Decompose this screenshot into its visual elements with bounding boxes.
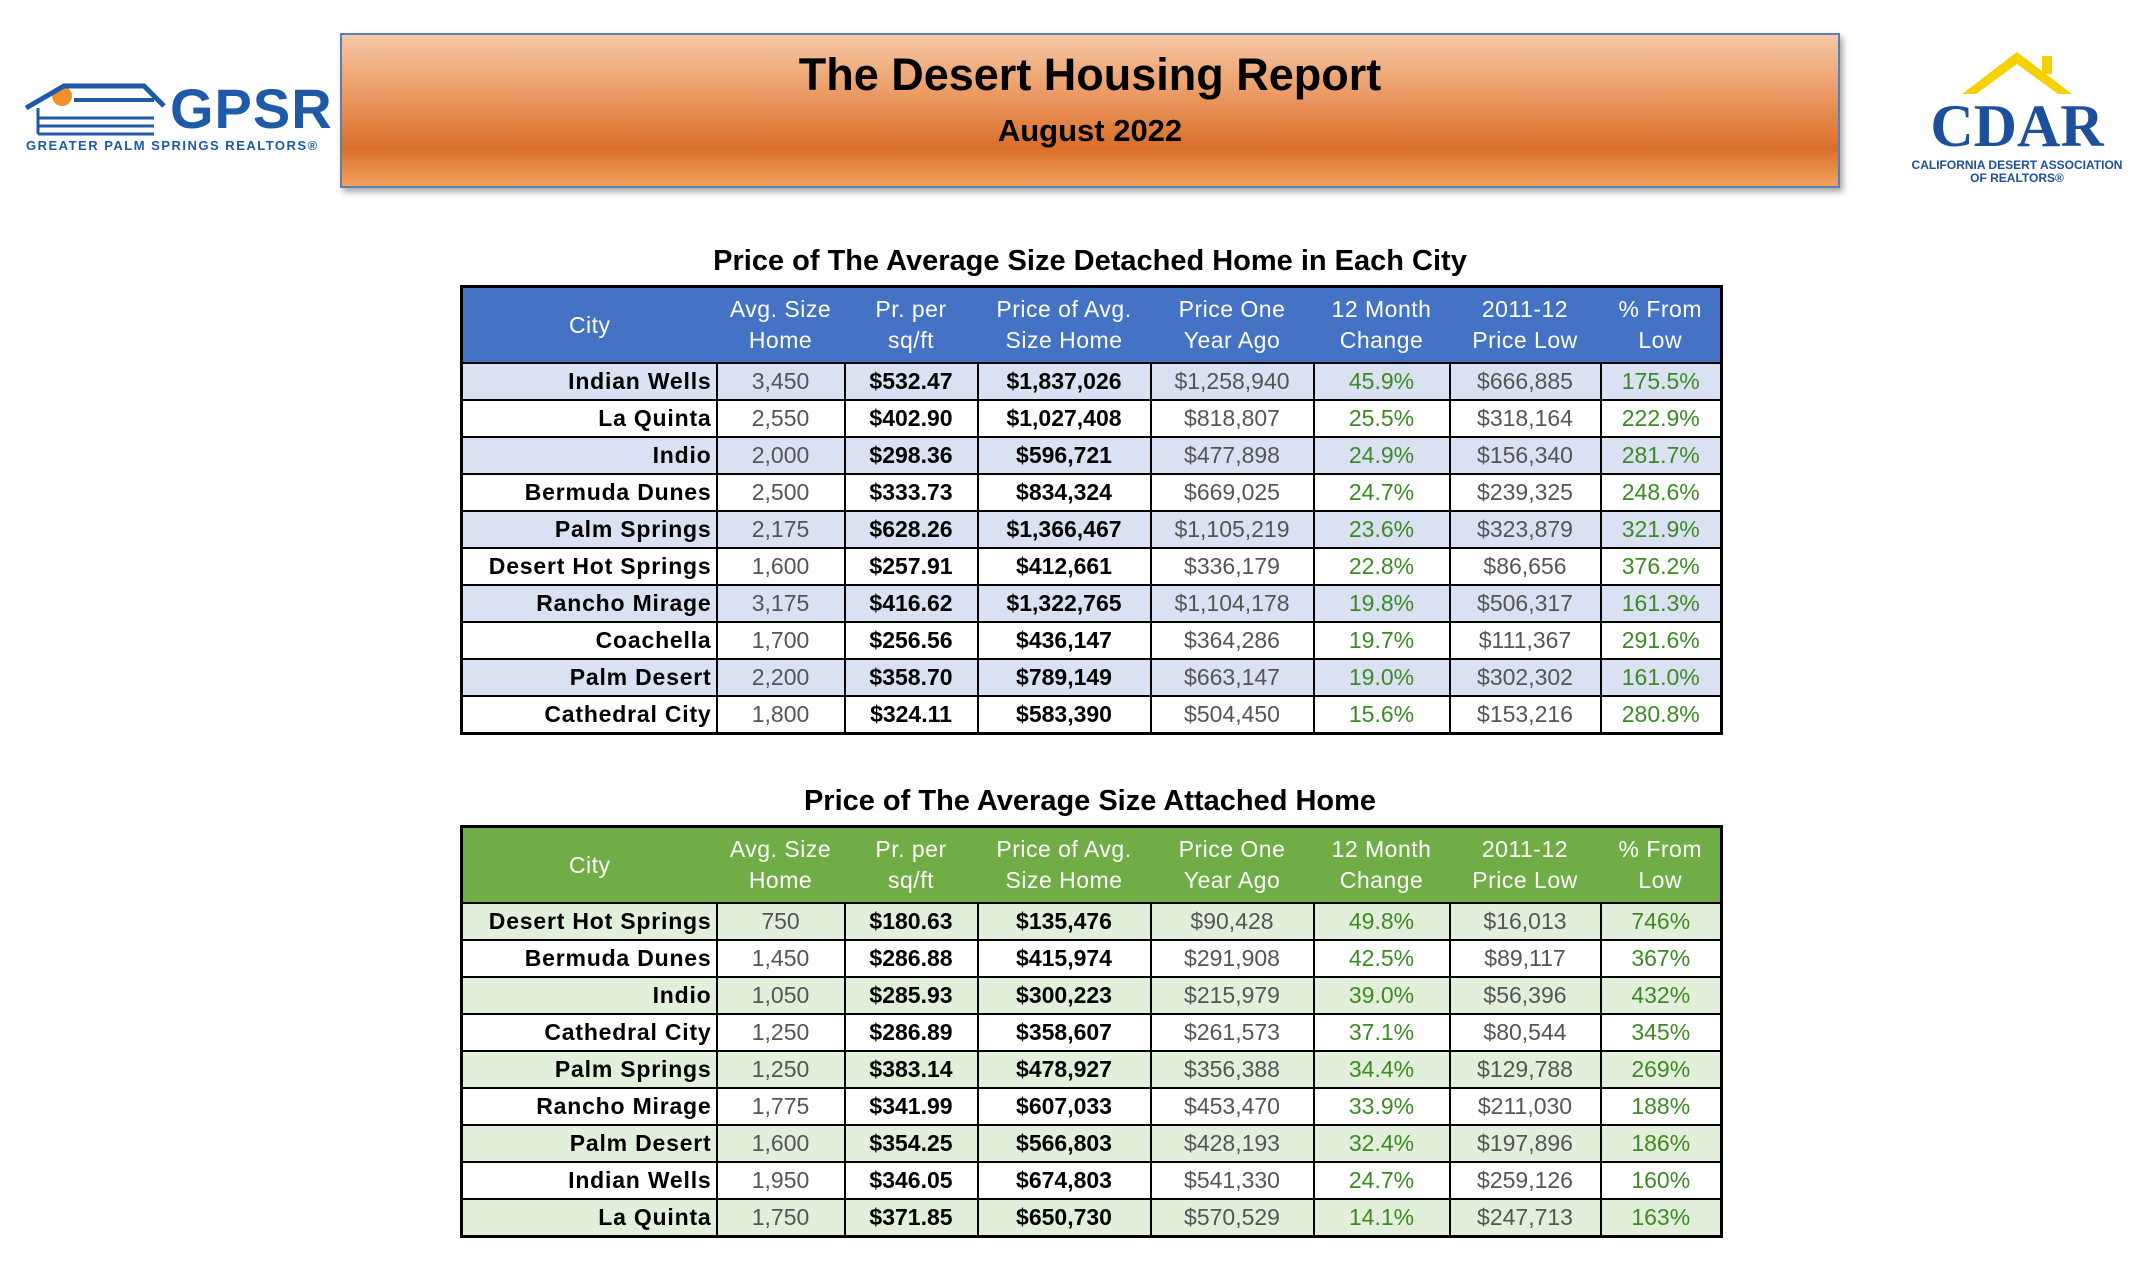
cell-percent-from-low: 345% [1601, 1014, 1722, 1051]
cell-price-per-sqft: $180.63 [845, 903, 978, 940]
cell-price-per-sqft: $358.70 [845, 659, 978, 696]
cell-avg-price: $650,730 [978, 1199, 1151, 1237]
cell-avg-size: 1,250 [717, 1014, 845, 1051]
detached-price-table [460, 285, 1723, 735]
cell-avg-size: 3,175 [717, 585, 845, 622]
cell-avg-price: $478,927 [978, 1051, 1151, 1088]
cell-avg-size: 1,450 [717, 940, 845, 977]
cell-city: Indio [462, 977, 717, 1014]
table-row [462, 548, 1722, 585]
cell-12-month-change: 37.1% [1314, 1014, 1450, 1051]
report-banner [340, 33, 1840, 188]
cell-percent-from-low: 175.5% [1601, 363, 1722, 400]
cell-price-low: $86,656 [1450, 548, 1601, 585]
cell-percent-from-low: 291.6% [1601, 622, 1722, 659]
cell-avg-price: $1,322,765 [978, 585, 1151, 622]
cell-12-month-change: 24.7% [1314, 1162, 1450, 1199]
column-header-avg-price: Price of Avg. Size Home [996, 296, 1132, 353]
cell-city: Rancho Mirage [462, 585, 717, 622]
table-row [462, 940, 1722, 977]
cell-price-per-sqft: $383.14 [845, 1051, 978, 1088]
cell-percent-from-low: 161.0% [1601, 659, 1722, 696]
column-header-12-month-change: 12 Month Change [1331, 836, 1432, 893]
cell-avg-price: $436,147 [978, 622, 1151, 659]
cell-avg-price: $566,803 [978, 1125, 1151, 1162]
cell-year-ago: $90,428 [1151, 903, 1314, 940]
cell-year-ago: $663,147 [1151, 659, 1314, 696]
table-row [462, 1051, 1722, 1088]
table-row [462, 696, 1722, 734]
cell-city: Desert Hot Springs [462, 548, 717, 585]
cell-city: Coachella [462, 622, 717, 659]
cell-price-low: $111,367 [1450, 622, 1601, 659]
cell-city: La Quinta [462, 1199, 717, 1237]
cell-percent-from-low: 248.6% [1601, 474, 1722, 511]
cell-year-ago: $504,450 [1151, 696, 1314, 734]
cell-avg-size: 1,600 [717, 1125, 845, 1162]
cell-price-low: $302,302 [1450, 659, 1601, 696]
cell-price-low: $56,396 [1450, 977, 1601, 1014]
cell-price-per-sqft: $298.36 [845, 437, 978, 474]
cell-price-low: $153,216 [1450, 696, 1601, 734]
attached-header-row [462, 827, 1722, 904]
cell-12-month-change: 39.0% [1314, 977, 1450, 1014]
cell-avg-price: $1,027,408 [978, 400, 1151, 437]
cell-year-ago: $1,105,219 [1151, 511, 1314, 548]
cell-avg-size: 2,550 [717, 400, 845, 437]
cell-12-month-change: 33.9% [1314, 1088, 1450, 1125]
table-row [462, 474, 1722, 511]
table-row [462, 363, 1722, 400]
column-header-city: City [568, 311, 611, 338]
cell-12-month-change: 42.5% [1314, 940, 1450, 977]
cell-avg-size: 1,775 [717, 1088, 845, 1125]
cell-year-ago: $428,193 [1151, 1125, 1314, 1162]
cell-12-month-change: 14.1% [1314, 1199, 1450, 1237]
cell-year-ago: $541,330 [1151, 1162, 1314, 1199]
cell-city: Cathedral City [462, 1014, 717, 1051]
cell-12-month-change: 24.9% [1314, 437, 1450, 474]
cell-avg-size: 3,450 [717, 363, 845, 400]
cell-city: Palm Desert [462, 659, 717, 696]
cell-city: La Quinta [462, 400, 717, 437]
cell-percent-from-low: 281.7% [1601, 437, 1722, 474]
cell-year-ago: $477,898 [1151, 437, 1314, 474]
cell-avg-price: $300,223 [978, 977, 1151, 1014]
cell-avg-price: $415,974 [978, 940, 1151, 977]
cell-price-per-sqft: $346.05 [845, 1162, 978, 1199]
cell-price-per-sqft: $286.88 [845, 940, 978, 977]
cell-year-ago: $336,179 [1151, 548, 1314, 585]
table-row [462, 585, 1722, 622]
column-header-year-ago: Price One Year Ago [1178, 836, 1286, 893]
gpsr-logo-mark: GPSR [170, 77, 333, 140]
cell-price-low: $239,325 [1450, 474, 1601, 511]
cell-city: Rancho Mirage [462, 1088, 717, 1125]
house-sun-icon [24, 78, 169, 138]
cell-price-per-sqft: $532.47 [845, 363, 978, 400]
table-row [462, 977, 1722, 1014]
cell-city: Palm Springs [462, 1051, 717, 1088]
cell-year-ago: $1,104,178 [1151, 585, 1314, 622]
detached-table-title: Price of The Average Size Detached Home in Each City [713, 245, 1467, 277]
cell-price-low: $197,896 [1450, 1125, 1601, 1162]
cell-price-per-sqft: $341.99 [845, 1088, 978, 1125]
cell-city: Indian Wells [462, 1162, 717, 1199]
cell-12-month-change: 15.6% [1314, 696, 1450, 734]
cell-price-per-sqft: $402.90 [845, 400, 978, 437]
cell-price-per-sqft: $628.26 [845, 511, 978, 548]
table-row [462, 622, 1722, 659]
column-header-avg-price: Price of Avg. Size Home [996, 836, 1132, 893]
cell-12-month-change: 19.8% [1314, 585, 1450, 622]
cell-avg-size: 2,175 [717, 511, 845, 548]
table-row [462, 659, 1722, 696]
cell-price-low: $259,126 [1450, 1162, 1601, 1199]
cell-avg-price: $789,149 [978, 659, 1151, 696]
column-header-percent-from-low: % From Low [1618, 836, 1702, 893]
cell-city: Desert Hot Springs [462, 903, 717, 940]
cell-price-per-sqft: $256.56 [845, 622, 978, 659]
table-row [462, 437, 1722, 474]
cell-avg-price: $607,033 [978, 1088, 1151, 1125]
cell-price-low: $16,013 [1450, 903, 1601, 940]
attached-price-table [460, 825, 1723, 1238]
cell-price-per-sqft: $371.85 [845, 1199, 978, 1237]
gpsr-logo [24, 77, 333, 158]
cell-percent-from-low: 160% [1601, 1162, 1722, 1199]
cell-price-low: $80,544 [1450, 1014, 1601, 1051]
cell-city: Bermuda Dunes [462, 474, 717, 511]
cell-city: Palm Springs [462, 511, 717, 548]
cell-12-month-change: 24.7% [1314, 474, 1450, 511]
report-title: The Desert Housing Report [798, 49, 1382, 100]
cell-percent-from-low: 746% [1601, 903, 1722, 940]
cell-avg-size: 1,750 [717, 1199, 845, 1237]
cell-12-month-change: 19.0% [1314, 659, 1450, 696]
cell-year-ago: $291,908 [1151, 940, 1314, 977]
cell-12-month-change: 22.8% [1314, 548, 1450, 585]
cell-price-per-sqft: $286.89 [845, 1014, 978, 1051]
column-header-price-per-sqft: Pr. per sq/ft [875, 296, 947, 353]
cell-percent-from-low: 188% [1601, 1088, 1722, 1125]
cell-percent-from-low: 280.8% [1601, 696, 1722, 734]
cell-avg-price: $596,721 [978, 437, 1151, 474]
cdar-logo-mark: CDAR [1930, 93, 2104, 159]
column-header-price-low: 2011-12 Price Low [1472, 836, 1578, 893]
cdar-logo-tagline-line1: CALIFORNIA DESERT ASSOCIATION [1911, 158, 2123, 172]
cell-percent-from-low: 321.9% [1601, 511, 1722, 548]
cell-avg-price: $1,366,467 [978, 511, 1151, 548]
cell-year-ago: $364,286 [1151, 622, 1314, 659]
cell-price-low: $506,317 [1450, 585, 1601, 622]
cell-12-month-change: 19.7% [1314, 622, 1450, 659]
cell-avg-size: 1,250 [717, 1051, 845, 1088]
cell-city: Indian Wells [462, 363, 717, 400]
cell-year-ago: $356,388 [1151, 1051, 1314, 1088]
cell-price-per-sqft: $324.11 [845, 696, 978, 734]
cell-12-month-change: 45.9% [1314, 363, 1450, 400]
cell-avg-size: 1,700 [717, 622, 845, 659]
cell-avg-size: 2,200 [717, 659, 845, 696]
table-row [462, 1199, 1722, 1237]
cell-avg-price: $412,661 [978, 548, 1151, 585]
cell-city: Bermuda Dunes [462, 940, 717, 977]
cell-12-month-change: 23.6% [1314, 511, 1450, 548]
cell-12-month-change: 34.4% [1314, 1051, 1450, 1088]
cell-avg-size: 1,600 [717, 548, 845, 585]
cell-avg-size: 1,950 [717, 1162, 845, 1199]
column-header-avg-size: Avg. Size Home [729, 836, 832, 893]
cdar-logo-tagline-line2: OF REALTORS® [1970, 171, 2064, 185]
cell-avg-price: $1,837,026 [978, 363, 1151, 400]
cell-avg-size: 1,050 [717, 977, 845, 1014]
table-row [462, 511, 1722, 548]
cell-avg-price: $583,390 [978, 696, 1151, 734]
cdar-logo [1892, 48, 2142, 188]
cell-price-per-sqft: $354.25 [845, 1125, 978, 1162]
cell-avg-price: $135,476 [978, 903, 1151, 940]
table-row [462, 1014, 1722, 1051]
table-row [462, 903, 1722, 940]
cell-12-month-change: 49.8% [1314, 903, 1450, 940]
cell-year-ago: $818,807 [1151, 400, 1314, 437]
cell-year-ago: $669,025 [1151, 474, 1314, 511]
column-header-price-low: 2011-12 Price Low [1472, 296, 1578, 353]
cell-percent-from-low: 186% [1601, 1125, 1722, 1162]
column-header-year-ago: Price One Year Ago [1178, 296, 1286, 353]
column-header-price-per-sqft: Pr. per sq/ft [875, 836, 947, 893]
table-row [462, 1162, 1722, 1199]
cell-percent-from-low: 432% [1601, 977, 1722, 1014]
cell-price-per-sqft: $257.91 [845, 548, 978, 585]
detached-header-row [462, 287, 1722, 364]
cell-price-low: $318,164 [1450, 400, 1601, 437]
cell-price-low: $156,340 [1450, 437, 1601, 474]
cell-avg-price: $674,803 [978, 1162, 1151, 1199]
table-row [462, 400, 1722, 437]
cell-price-per-sqft: $285.93 [845, 977, 978, 1014]
cell-price-per-sqft: $416.62 [845, 585, 978, 622]
cell-avg-size: 2,500 [717, 474, 845, 511]
cell-price-low: $247,713 [1450, 1199, 1601, 1237]
cell-price-low: $211,030 [1450, 1088, 1601, 1125]
cell-avg-price: $834,324 [978, 474, 1151, 511]
cell-avg-size: 1,800 [717, 696, 845, 734]
cell-price-low: $666,885 [1450, 363, 1601, 400]
cell-price-low: $89,117 [1450, 940, 1601, 977]
cell-percent-from-low: 163% [1601, 1199, 1722, 1237]
cell-year-ago: $570,529 [1151, 1199, 1314, 1237]
cell-year-ago: $1,258,940 [1151, 363, 1314, 400]
cell-price-per-sqft: $333.73 [845, 474, 978, 511]
cell-percent-from-low: 367% [1601, 940, 1722, 977]
cell-percent-from-low: 376.2% [1601, 548, 1722, 585]
cell-year-ago: $261,573 [1151, 1014, 1314, 1051]
column-header-12-month-change: 12 Month Change [1331, 296, 1432, 353]
cell-city: Palm Desert [462, 1125, 717, 1162]
report-subtitle: August 2022 [997, 113, 1183, 148]
cell-year-ago: $453,470 [1151, 1088, 1314, 1125]
cell-12-month-change: 25.5% [1314, 400, 1450, 437]
column-header-city: City [568, 851, 611, 878]
cell-percent-from-low: 222.9% [1601, 400, 1722, 437]
cell-city: Indio [462, 437, 717, 474]
table-row [462, 1088, 1722, 1125]
cell-price-low: $323,879 [1450, 511, 1601, 548]
cell-city: Cathedral City [462, 696, 717, 734]
cell-12-month-change: 32.4% [1314, 1125, 1450, 1162]
cell-avg-size: 750 [717, 903, 845, 940]
column-header-avg-size: Avg. Size Home [729, 296, 832, 353]
cell-percent-from-low: 161.3% [1601, 585, 1722, 622]
attached-table-title: Price of The Average Size Attached Home [803, 785, 1377, 817]
cell-avg-price: $358,607 [978, 1014, 1151, 1051]
cell-year-ago: $215,979 [1151, 977, 1314, 1014]
cell-percent-from-low: 269% [1601, 1051, 1722, 1088]
cell-avg-size: 2,000 [717, 437, 845, 474]
cell-price-low: $129,788 [1450, 1051, 1601, 1088]
gpsr-logo-tagline: GREATER PALM SPRINGS REALTORS® [26, 138, 319, 153]
table-row [462, 1125, 1722, 1162]
column-header-percent-from-low: % From Low [1618, 296, 1702, 353]
